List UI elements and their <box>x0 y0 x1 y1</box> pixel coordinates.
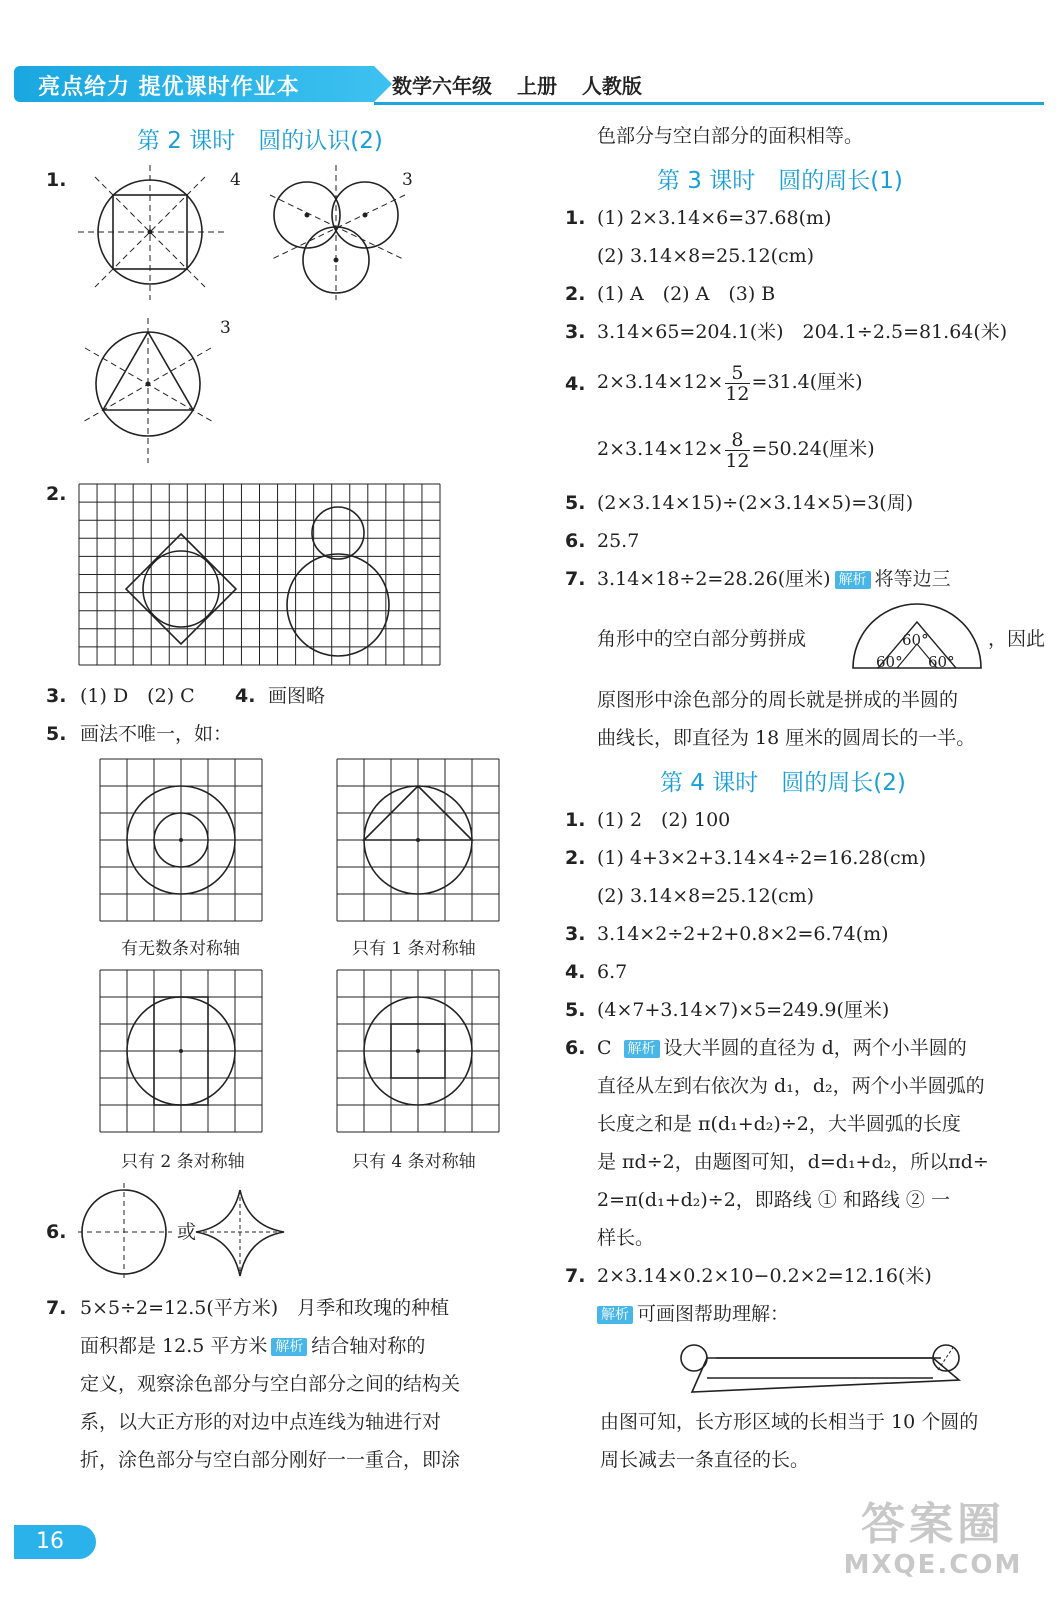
q6-number: 6. <box>46 1221 67 1243</box>
s3-q7c: 原图形中涂色部分的周长就是拼成的半圆的 <box>597 689 959 711</box>
figure-q5-b <box>337 759 500 922</box>
q7-line-4: 系，以大正方形的对边中点连线为轴进行对 <box>80 1411 442 1433</box>
s3-q4a-fraction <box>725 363 749 404</box>
s3-q4a <box>597 358 863 406</box>
q1-count-1: 4 <box>230 170 241 190</box>
s3-q7a-tail: 将等边三 <box>874 568 951 590</box>
q7-line-2-text: 面积都是 12.5 平方米 <box>80 1335 268 1357</box>
section-heading-2: 第 2 课时 圆的认识(2) <box>137 128 383 154</box>
angle-label-left: 60° <box>876 653 903 671</box>
q4-answer: 画图略 <box>268 685 326 707</box>
analysis-tag: 解析 <box>271 1338 307 1356</box>
s4-q6d: 是 πd÷2，由题图可知，d=d₁+d₂，所以πd÷ <box>597 1151 989 1173</box>
s3-q4b-fraction <box>725 430 749 471</box>
figure-circle-square <box>70 170 240 310</box>
s4-q6a <box>597 1036 967 1060</box>
s3-q2: (1) A (2) A (3) B <box>597 283 776 305</box>
s4-q5-number: 5. <box>565 999 586 1021</box>
s3-q2-number: 2. <box>565 283 586 305</box>
s4-q6c: 长度之和是 π(d₁+d₂)÷2，大半圆弧的长度 <box>597 1113 961 1135</box>
s3-q7a <box>597 567 951 591</box>
q2-number: 2. <box>46 483 67 505</box>
q4-number: 4. <box>235 685 256 707</box>
q6-or: 或 <box>177 1221 197 1243</box>
watermark <box>828 1500 1038 1590</box>
figure-q5-d <box>337 970 500 1133</box>
analysis-tag: 解析 <box>624 1040 660 1058</box>
s4-q7-number: 7. <box>565 1265 586 1287</box>
q7-line-2 <box>80 1334 425 1358</box>
q7-line-1: 5×5÷2=12.5(平方米) 月季和玫瑰的种植 <box>80 1297 450 1319</box>
s3-q4a-pre: 2×3.14×12× <box>597 371 724 393</box>
s3-q4a-den: 12 <box>725 382 750 405</box>
s4-q4: 6.7 <box>597 961 628 983</box>
s4-q3: 3.14×2÷2+2+0.8×2=6.74(m) <box>597 923 889 945</box>
q5-number: 5. <box>46 723 67 745</box>
s4-q5: (4×7+3.14×7)×5=249.9(厘米) <box>597 999 890 1021</box>
s4-q7c: 由图可知，长方形区域的长相当于 10 个圆的 <box>600 1411 979 1433</box>
s4-q7b-text: 可画图帮助理解： <box>637 1303 790 1325</box>
s3-q4b-num: 8 <box>725 430 749 451</box>
s3-q7a-text: 3.14×18÷2=28.26(厘米) <box>597 568 831 590</box>
s3-q4b-pre: 2×3.14×12× <box>597 438 724 460</box>
figure-circle-triangle <box>80 318 230 468</box>
figure-q5-c <box>100 970 263 1133</box>
s4-q6b: 直径从左到右依次为 d₁，d₂，两个小半圆弧的 <box>597 1075 985 1097</box>
s3-q3: 3.14×65=204.1(米) 204.1÷2.5=81.64(米) <box>597 321 1008 343</box>
s3-q1a: (1) 2×3.14×6=37.68(m) <box>597 207 832 229</box>
s4-q2a: (1) 4+3×2+3.14×4÷2=16.28(cm) <box>597 847 927 869</box>
s4-q1-number: 1. <box>565 809 586 831</box>
section-heading-4: 第 4 课时 圆的周长(2) <box>660 770 906 796</box>
s4-q2-number: 2. <box>565 847 586 869</box>
continued-text: 色部分与空白部分的面积相等。 <box>597 125 864 147</box>
s3-q1b: (2) 3.14×8=25.12(cm) <box>597 245 815 267</box>
s4-q7: 2×3.14×0.2×10−0.2×2=12.16(米) <box>597 1265 932 1287</box>
s3-q7b-post: ，因此 <box>988 628 1046 650</box>
header-rule <box>374 102 1044 105</box>
angle-label-top: 60° <box>902 631 929 649</box>
s3-q4a-num: 5 <box>725 363 749 384</box>
q7-line-2-tail: 结合轴对称的 <box>311 1335 426 1357</box>
q1-count-2: 3 <box>402 170 413 190</box>
q7-number: 7. <box>46 1297 67 1319</box>
q5-caption-4: 只有 4 条对称轴 <box>352 1152 476 1172</box>
s4-q2b: (2) 3.14×8=25.12(cm) <box>597 885 815 907</box>
s4-q3-number: 3. <box>565 923 586 945</box>
page-header <box>14 66 1044 106</box>
angle-label-right: 60° <box>928 653 955 671</box>
q5-caption-1: 有无数条对称轴 <box>121 939 240 959</box>
s3-q7d: 曲线长，即直径为 18 厘米的圆周长的一半。 <box>597 727 976 749</box>
s4-q6-number: 6. <box>565 1037 586 1059</box>
q5-intro: 画法不唯一，如： <box>80 723 233 745</box>
section-heading-3: 第 3 课时 圆的周长(1) <box>657 168 903 194</box>
analysis-tag: 解析 <box>597 1306 633 1324</box>
book-title: 亮点给力 提优课时作业本 <box>38 75 300 100</box>
figure-q6-circle <box>78 1185 178 1280</box>
s3-q4b-den: 12 <box>725 449 750 472</box>
s4-q7b <box>597 1302 789 1326</box>
analysis-tag: 解析 <box>835 571 871 589</box>
s4-q6e: 2=π(d₁+d₂)÷2，即路线 ① 和路线 ② 一 <box>597 1189 950 1211</box>
figure-parallelogram <box>676 1340 966 1400</box>
s4-q6-answer: C <box>597 1037 612 1059</box>
figure-three-circles <box>265 165 415 305</box>
watermark-line-1: 答案圈 <box>861 1499 1005 1550</box>
s3-q4a-post: =31.4(厘米) <box>751 371 863 393</box>
s4-q7d: 周长减去一条直径的长。 <box>600 1449 810 1471</box>
s3-q3-number: 3. <box>565 321 586 343</box>
q3-answer: (1) D (2) C <box>80 685 195 707</box>
q5-caption-3: 只有 2 条对称轴 <box>121 1152 245 1172</box>
s3-q5-number: 5. <box>565 492 586 514</box>
q7-line-3: 定义，观察涂色部分与空白部分之间的结构关 <box>80 1373 461 1395</box>
q5-caption-2: 只有 1 条对称轴 <box>352 939 476 959</box>
s4-q4-number: 4. <box>565 961 586 983</box>
s3-q4b <box>597 425 875 473</box>
s3-q1-number: 1. <box>565 207 586 229</box>
figure-q2-grid <box>79 484 441 666</box>
q7-line-5: 折，涂色部分与空白部分刚好一一重合，即涂 <box>80 1449 461 1471</box>
s3-q4b-post: =50.24(厘米) <box>751 438 875 460</box>
s3-q5: (2×3.14×15)÷(2×3.14×5)=3(周) <box>597 492 914 514</box>
s4-q1: (1) 2 (2) 100 <box>597 809 731 831</box>
q1-count-3: 3 <box>220 318 231 338</box>
s4-q6a-text: 设大半圆的直径为 d，两个小半圆的 <box>663 1037 967 1059</box>
book-subtitle: 数学六年级 上册 人教版 <box>392 74 642 98</box>
s3-q4-number: 4. <box>565 373 586 395</box>
s3-q6: 25.7 <box>597 530 640 552</box>
q1-number: 1. <box>46 169 67 191</box>
page-number: 16 <box>14 1525 96 1559</box>
s3-q7-number: 7. <box>565 568 586 590</box>
figure-q5-a <box>100 759 263 922</box>
figure-q6-star <box>198 1188 288 1280</box>
s3-q7b-pre: 角形中的空白部分剪拼成 <box>597 628 807 650</box>
watermark-line-2: MXQE.COM <box>843 1550 1023 1580</box>
q3-number: 3. <box>46 685 67 707</box>
s3-q6-number: 6. <box>565 530 586 552</box>
s4-q6f: 样长。 <box>597 1227 655 1249</box>
